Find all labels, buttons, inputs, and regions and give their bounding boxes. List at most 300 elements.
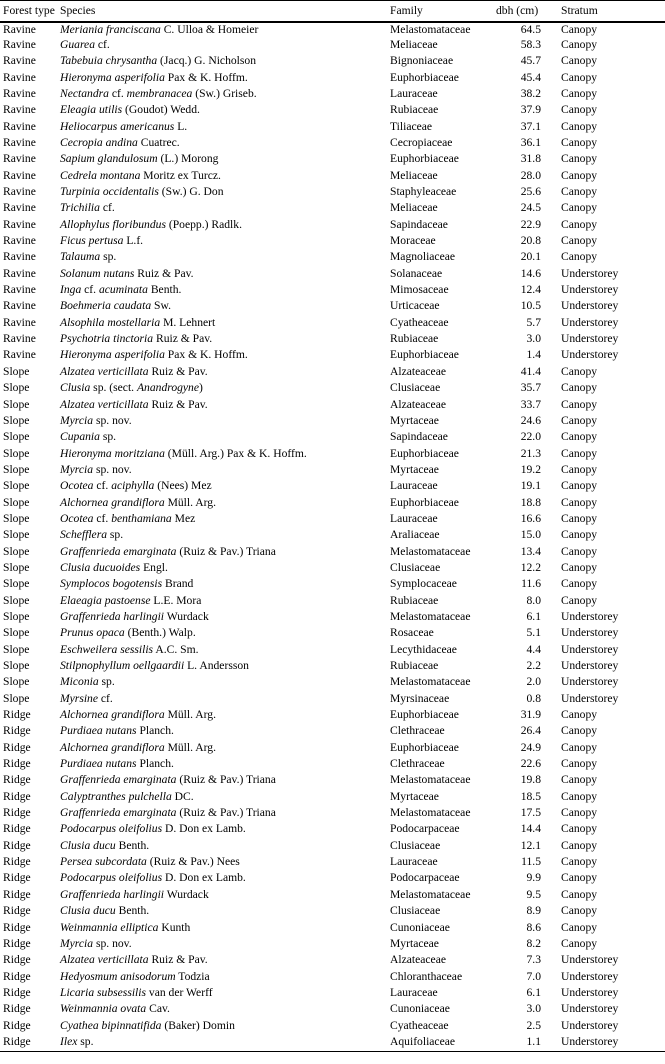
species-authority: L. Andersson: [184, 659, 249, 672]
species-epithet: Alchornea grandiflora: [60, 708, 165, 722]
cell-species: [58, 806, 388, 822]
cell-forest-type: Ravine: [3, 299, 36, 313]
table-row: [0, 250, 665, 266]
cell-species: [58, 953, 388, 969]
cell-family: Chloranthaceae: [390, 969, 463, 983]
cell-family: Alzateaceae: [390, 364, 446, 378]
cell-forest-type: Slope: [3, 577, 30, 591]
cell-species: [58, 545, 388, 561]
cell-family: Alzateaceae: [390, 953, 446, 967]
cell-dbh: 31.8: [520, 152, 541, 166]
cell-species: [58, 888, 388, 904]
cell-stratum: Canopy: [561, 430, 598, 444]
species-authority: Engl.: [140, 560, 168, 574]
cell-family: Melastomataceae: [390, 773, 471, 787]
species-epithet: Persea subcordata: [60, 855, 147, 869]
species-authority: (Müll. Arg.) Pax & K. Hoffm.: [164, 446, 307, 460]
species-authority: sp. (sect.: [90, 381, 137, 395]
cell-stratum: Canopy: [561, 136, 598, 149]
cell-forest-type: Ravine: [3, 234, 36, 248]
cell-family: Euphorbiaceae: [390, 495, 459, 509]
cell-forest-type: Ravine: [3, 283, 36, 297]
cell-species: [58, 218, 388, 234]
cell-stratum: Canopy: [561, 168, 598, 182]
cell-species: [58, 348, 388, 364]
cell-forest-type: Slope: [3, 364, 30, 378]
table-row: [0, 871, 665, 887]
table-row: [0, 381, 665, 397]
cell-stratum: Canopy: [561, 838, 598, 852]
table-row: [0, 463, 665, 479]
table-row: [0, 839, 665, 855]
species-epithet-2: benthamiana: [111, 511, 172, 525]
species-epithet: Graffenrieda harlingii: [60, 609, 165, 623]
cell-forest-type: Ridge: [3, 855, 31, 869]
species-authority: Brand: [162, 577, 194, 591]
cell-species: [58, 904, 388, 920]
cell-species: [58, 398, 388, 414]
species-authority: Cav.: [146, 1002, 170, 1016]
species-epithet: Graffenrieda emarginata: [60, 773, 177, 787]
species-epithet: Guarea: [60, 37, 95, 51]
table-row: [0, 365, 665, 381]
cell-stratum: Canopy: [561, 936, 598, 950]
species-epithet: Ocotea: [60, 479, 94, 493]
species-epithet: Clusia: [60, 381, 91, 395]
table-row: [0, 152, 665, 168]
cell-stratum: Understorey: [561, 969, 619, 983]
species-epithet: Graffenrieda harlingii: [60, 887, 165, 901]
cell-forest-type: Ridge: [3, 871, 31, 885]
cell-forest-type: Ridge: [3, 740, 31, 754]
cell-stratum: Canopy: [561, 593, 598, 607]
table-body: [0, 22, 665, 1052]
cell-dbh: 18.5: [520, 789, 541, 803]
cell-species: [58, 610, 388, 626]
cell-forest-type: Ridge: [3, 822, 31, 836]
species-epithet: Nectandra: [60, 86, 109, 100]
cell-dbh: 38.2: [520, 86, 541, 100]
species-epithet: Purdiaea nutans: [60, 724, 137, 738]
cell-forest-type: Slope: [3, 691, 30, 705]
species-authority: Benth.: [115, 838, 150, 852]
cell-dbh: 24.6: [520, 413, 541, 427]
species-epithet: Graffenrieda emarginata: [60, 544, 177, 558]
cell-forest-type: Slope: [3, 626, 30, 640]
table-header-row: [0, 2, 665, 22]
cell-forest-type: Slope: [3, 413, 30, 427]
cell-stratum: Canopy: [561, 920, 598, 934]
cell-forest-type: Ridge: [3, 904, 31, 918]
species-epithet: Clusia ducuoides: [60, 560, 141, 574]
species-epithet: Ilex: [60, 1034, 78, 1048]
species-epithet: Stilpnophyllum oellgaardii: [60, 659, 185, 672]
cell-stratum: Understorey: [561, 642, 619, 656]
cell-dbh: 8.0: [526, 593, 541, 607]
cell-dbh: 8.2: [526, 936, 541, 950]
cell-species: [58, 741, 388, 757]
cell-stratum: Canopy: [561, 54, 598, 68]
table-row: [0, 71, 665, 87]
cell-family: Cyatheaceae: [390, 1018, 449, 1032]
cell-stratum: Canopy: [561, 413, 598, 427]
species-authority: cf.: [108, 86, 127, 100]
cell-family: Myrtaceae: [390, 413, 439, 427]
cell-stratum: Understorey: [561, 332, 619, 346]
cell-forest-type: Slope: [3, 446, 30, 460]
cell-stratum: Canopy: [561, 381, 598, 395]
cell-stratum: Canopy: [561, 250, 598, 264]
cell-forest-type: Slope: [3, 528, 30, 542]
species-authority: Todzia: [175, 969, 210, 983]
species-authority: Ruiz & Pav.: [153, 332, 213, 346]
species-epithet: Hieronyma moritziana: [60, 446, 165, 460]
species-epithet: Symplocos bogotensis: [60, 577, 163, 591]
table-row: [0, 757, 665, 773]
species-epithet: Podocarpus oleifolius: [60, 871, 163, 885]
cell-dbh: 21.3: [520, 446, 541, 460]
cell-dbh: 12.4: [520, 283, 541, 297]
cell-dbh: 6.1: [526, 609, 541, 623]
cell-species: [58, 855, 388, 871]
species-authority: (Jacq.) G. Nicholson: [157, 54, 257, 68]
species-epithet: Schefflera: [60, 528, 108, 542]
species-authority-2: (Sw.) Griseb.: [192, 86, 257, 100]
species-authority: M. Lehnert: [160, 315, 216, 329]
cell-family: Meliaceae: [390, 201, 438, 215]
cell-forest-type: Ridge: [3, 708, 31, 722]
species-epithet: Alzatea verticillata: [60, 364, 149, 378]
cell-forest-type: Ridge: [3, 806, 31, 820]
cell-family: Podocarpaceae: [390, 822, 460, 836]
cell-family: Lauraceae: [390, 511, 438, 525]
cell-forest-type: Ridge: [3, 920, 31, 934]
table-row: [0, 970, 665, 986]
table-header: [0, 1, 665, 22]
cell-stratum: Understorey: [561, 953, 619, 967]
table-row: [0, 594, 665, 610]
cell-stratum: Canopy: [561, 103, 598, 117]
cell-forest-type: Ravine: [3, 168, 36, 182]
cell-species: [58, 38, 388, 54]
cell-family: Cyatheaceae: [390, 315, 449, 329]
cell-stratum: Canopy: [561, 479, 598, 493]
species-epithet: Heliocarpus americanus: [60, 119, 175, 133]
cell-forest-type: Ravine: [3, 136, 36, 149]
cell-forest-type: Slope: [3, 609, 30, 623]
cell-stratum: Canopy: [561, 37, 598, 51]
species-epithet: Hedyosmum anisodorum: [60, 969, 176, 983]
species-epithet: Hieronyma asperifolia: [60, 348, 165, 362]
table-row: [0, 643, 665, 659]
cell-species: [58, 365, 388, 381]
cell-stratum: Canopy: [561, 70, 598, 84]
species-epithet: Boehmeria caudata: [60, 299, 152, 313]
cell-forest-type: Ravine: [3, 70, 36, 84]
cell-family: Alzateaceae: [390, 397, 446, 411]
cell-family: Magnoliaceae: [390, 250, 456, 264]
table-row: [0, 953, 665, 969]
cell-family: Sapindaceae: [390, 430, 448, 444]
cell-forest-type: Ravine: [3, 54, 36, 68]
table-row: [0, 545, 665, 561]
species-authority: (L.) Morong: [157, 152, 219, 166]
cell-dbh: 24.5: [520, 201, 541, 215]
cell-forest-type: Slope: [3, 593, 30, 607]
cell-forest-type: Ravine: [3, 185, 36, 199]
cell-stratum: Understorey: [561, 1002, 619, 1016]
cell-species: [58, 479, 388, 495]
cell-family: Rosaceae: [390, 626, 434, 640]
cell-dbh: 22.0: [520, 430, 541, 444]
cell-stratum: Canopy: [561, 446, 598, 460]
cell-stratum: Canopy: [561, 234, 598, 248]
cell-family: Rubiaceae: [390, 103, 439, 117]
species-epithet: Tabebuia chrysantha: [60, 54, 158, 68]
cell-family: Clethraceae: [390, 724, 445, 738]
cell-species: [58, 250, 388, 266]
cell-species: [58, 773, 388, 789]
cell-species: [58, 234, 388, 250]
cell-stratum: Understorey: [561, 609, 619, 623]
cell-family: Mimosaceae: [390, 283, 449, 297]
cell-species: [58, 136, 388, 152]
species-authority: Planch.: [136, 757, 174, 771]
species-authority: cf.: [93, 511, 112, 525]
table-row: [0, 38, 665, 54]
cell-dbh: 24.9: [520, 740, 541, 754]
species-authority: Ruiz & Pav.: [148, 397, 208, 411]
cell-dbh: 20.8: [520, 234, 541, 248]
cell-dbh: 7.3: [526, 953, 541, 967]
cell-stratum: Understorey: [561, 348, 619, 362]
cell-dbh: 12.2: [520, 560, 541, 574]
cell-stratum: Understorey: [559, 1035, 665, 1051]
species-authority: (Baker) Domin: [161, 1018, 235, 1032]
species-authority: Benth.: [115, 904, 150, 918]
cell-dbh: 4.4: [526, 642, 541, 656]
cell-dbh: 5.7: [526, 315, 541, 329]
cell-species: [58, 381, 388, 397]
cell-species: [58, 463, 388, 479]
cell-species: [58, 871, 388, 887]
species-epithet: Alzatea verticillata: [60, 953, 149, 967]
cell-dbh: 25.6: [520, 185, 541, 199]
cell-stratum: Understorey: [561, 675, 619, 689]
species-authority: cf.: [99, 201, 115, 215]
cell-species: [58, 757, 388, 773]
table-row: [0, 54, 665, 70]
cell-stratum: Canopy: [561, 904, 598, 918]
table-row: [0, 414, 665, 430]
cell-forest-type: Ridge: [3, 838, 31, 852]
species-epithet: Myrcia: [60, 413, 94, 427]
cell-stratum: Understorey: [561, 315, 619, 329]
cell-forest-type: Ridge: [3, 724, 31, 738]
cell-species: [58, 283, 388, 299]
cell-species: [58, 332, 388, 348]
species-authority: Ruiz & Pav.: [148, 364, 208, 378]
species-epithet: Myrcia: [60, 462, 94, 476]
cell-dbh: 6.1: [526, 985, 541, 999]
cell-forest-type: Ridge: [3, 773, 31, 787]
species-epithet: Prunus opaca: [60, 626, 125, 640]
cell-family: Meliaceae: [390, 168, 438, 182]
species-authority: sp.: [98, 675, 115, 689]
species-epithet: Clusia ducu: [60, 904, 116, 918]
species-epithet: Turpinia occidentalis: [60, 185, 159, 199]
species-authority: (Ruiz & Pav.) Triana: [176, 806, 276, 820]
cell-dbh: 22.9: [520, 217, 541, 231]
cell-family: Myrsinaceae: [390, 691, 450, 705]
cell-forest-type: Slope: [3, 642, 30, 656]
cell-forest-type: Slope: [3, 544, 30, 558]
cell-dbh: 35.7: [520, 381, 541, 395]
cell-forest-type: Ravine: [3, 201, 36, 215]
table-row: [0, 561, 665, 577]
cell-family: Melastomataceae: [390, 22, 471, 36]
cell-dbh: 37.1: [520, 119, 541, 133]
species-authority: Cuatrec.: [137, 136, 180, 149]
cell-species: [58, 120, 388, 136]
cell-family: Melastomataceae: [390, 806, 471, 820]
cell-family: Clusiaceae: [390, 560, 441, 574]
cell-dbh: 58.3: [520, 37, 541, 51]
cell-forest-type: Slope: [3, 495, 30, 509]
table-row: [0, 103, 665, 119]
cell-stratum: Understorey: [561, 266, 619, 280]
species-epithet: Myrcia: [60, 936, 94, 950]
species-epithet: Eleagia utilis: [60, 103, 123, 117]
cell-family: Euphorbiaceae: [390, 446, 459, 460]
table-row: [0, 512, 665, 528]
cell-dbh: 37.9: [520, 103, 541, 117]
species-authority: cf.: [81, 283, 99, 297]
cell-stratum: Canopy: [561, 495, 598, 509]
species-authority: sp.: [100, 250, 117, 264]
column-header-dbh: dbh (cm): [496, 2, 559, 22]
cell-forest-type: Slope: [3, 659, 30, 672]
cell-forest-type: Ravine: [3, 348, 36, 362]
column-header-forest-type: Forest type: [0, 2, 58, 22]
cell-species: [58, 267, 388, 283]
cell-species: [58, 447, 388, 463]
cell-forest-type: Slope: [3, 430, 30, 444]
cell-species: [58, 594, 388, 610]
species-epithet: Cupania: [60, 430, 100, 444]
species-epithet-2: aciphylla: [111, 479, 155, 493]
species-epithet: Sapium glandulosum: [60, 152, 158, 166]
cell-dbh: 22.6: [520, 757, 541, 771]
table-row: [0, 528, 665, 544]
cell-dbh: 31.9: [520, 708, 541, 722]
cell-stratum: Canopy: [561, 560, 598, 574]
cell-stratum: Canopy: [561, 887, 598, 901]
cell-stratum: Canopy: [561, 871, 598, 885]
table-row: [0, 626, 665, 642]
cell-family: Melastomataceae: [390, 544, 471, 558]
cell-stratum: Understorey: [561, 985, 619, 999]
cell-dbh: 11.6: [521, 577, 541, 591]
cell-forest-type: Ridge: [3, 887, 31, 901]
table-row: [0, 708, 665, 724]
species-authority: Wurdack: [164, 887, 209, 901]
table-row: [0, 479, 665, 495]
cell-dbh: 26.4: [520, 724, 541, 738]
species-epithet: Cedrela montana: [60, 168, 141, 182]
cell-species: [58, 724, 388, 740]
species-authority: Sw.: [151, 299, 171, 313]
cell-species: [58, 692, 388, 708]
table-row: [0, 692, 665, 708]
cell-stratum: Canopy: [561, 544, 598, 558]
species-epithet: Alzatea verticillata: [60, 397, 149, 411]
table-row: [0, 120, 665, 136]
species-authority: Müll. Arg.: [164, 495, 216, 509]
cell-family: Staphyleaceae: [390, 185, 457, 199]
cell-family: Araliaceae: [390, 528, 440, 542]
cell-family: Myrtaceae: [390, 462, 439, 476]
table-row: [0, 888, 665, 904]
table-row: [0, 741, 665, 757]
cell-family: Rubiaceae: [390, 593, 439, 607]
cell-dbh: 41.4: [520, 364, 541, 378]
species-epithet: Eschweilera sessilis: [60, 642, 154, 656]
cell-family: Sapindaceae: [390, 217, 448, 231]
cell-stratum: Canopy: [561, 577, 598, 591]
cell-family: Lauraceae: [390, 855, 438, 869]
cell-stratum: Understorey: [561, 626, 619, 640]
column-header-stratum: Stratum: [559, 2, 665, 22]
cell-dbh: 2.2: [526, 659, 541, 672]
cell-species: [58, 659, 388, 675]
table-row: [0, 675, 665, 691]
cell-species: [58, 577, 388, 593]
cell-forest-type: Slope: [3, 511, 30, 525]
cell-stratum: Canopy: [561, 462, 598, 476]
cell-dbh: 7.0: [526, 969, 541, 983]
cell-stratum: Canopy: [561, 740, 598, 754]
species-epithet: Cecropia andina: [60, 136, 138, 149]
species-authority: sp.: [107, 528, 124, 542]
cell-species: [58, 71, 388, 87]
species-epithet: Ocotea: [60, 511, 94, 525]
cell-family: Clusiaceae: [390, 381, 441, 395]
species-authority: Pax & K. Hoffm.: [164, 348, 248, 362]
cell-family: Rubiaceae: [390, 332, 439, 346]
cell-forest-type: Ravine: [3, 217, 36, 231]
cell-species: [58, 937, 388, 953]
cell-dbh: 45.7: [520, 54, 541, 68]
species-authority: van der Werff: [146, 985, 213, 999]
cell-family: Euphorbiaceae: [390, 152, 459, 166]
cell-dbh: 2.5: [526, 1018, 541, 1032]
species-authority: sp.: [99, 430, 117, 444]
cell-dbh: 14.6: [520, 266, 541, 280]
cell-species: [58, 675, 388, 691]
species-authority: sp.: [77, 1034, 94, 1048]
table-row: [0, 348, 665, 364]
table-row: [0, 610, 665, 626]
cell-dbh: 1.4: [526, 348, 541, 362]
cell-dbh: 0.8: [526, 691, 541, 705]
species-epithet: Ficus pertusa: [60, 234, 124, 248]
table-row: [0, 790, 665, 806]
cell-stratum: Canopy: [561, 724, 598, 738]
cell-dbh: 9.5: [526, 887, 541, 901]
species-epithet-2: membranacea: [126, 86, 193, 100]
cell-dbh: 28.0: [520, 168, 541, 182]
